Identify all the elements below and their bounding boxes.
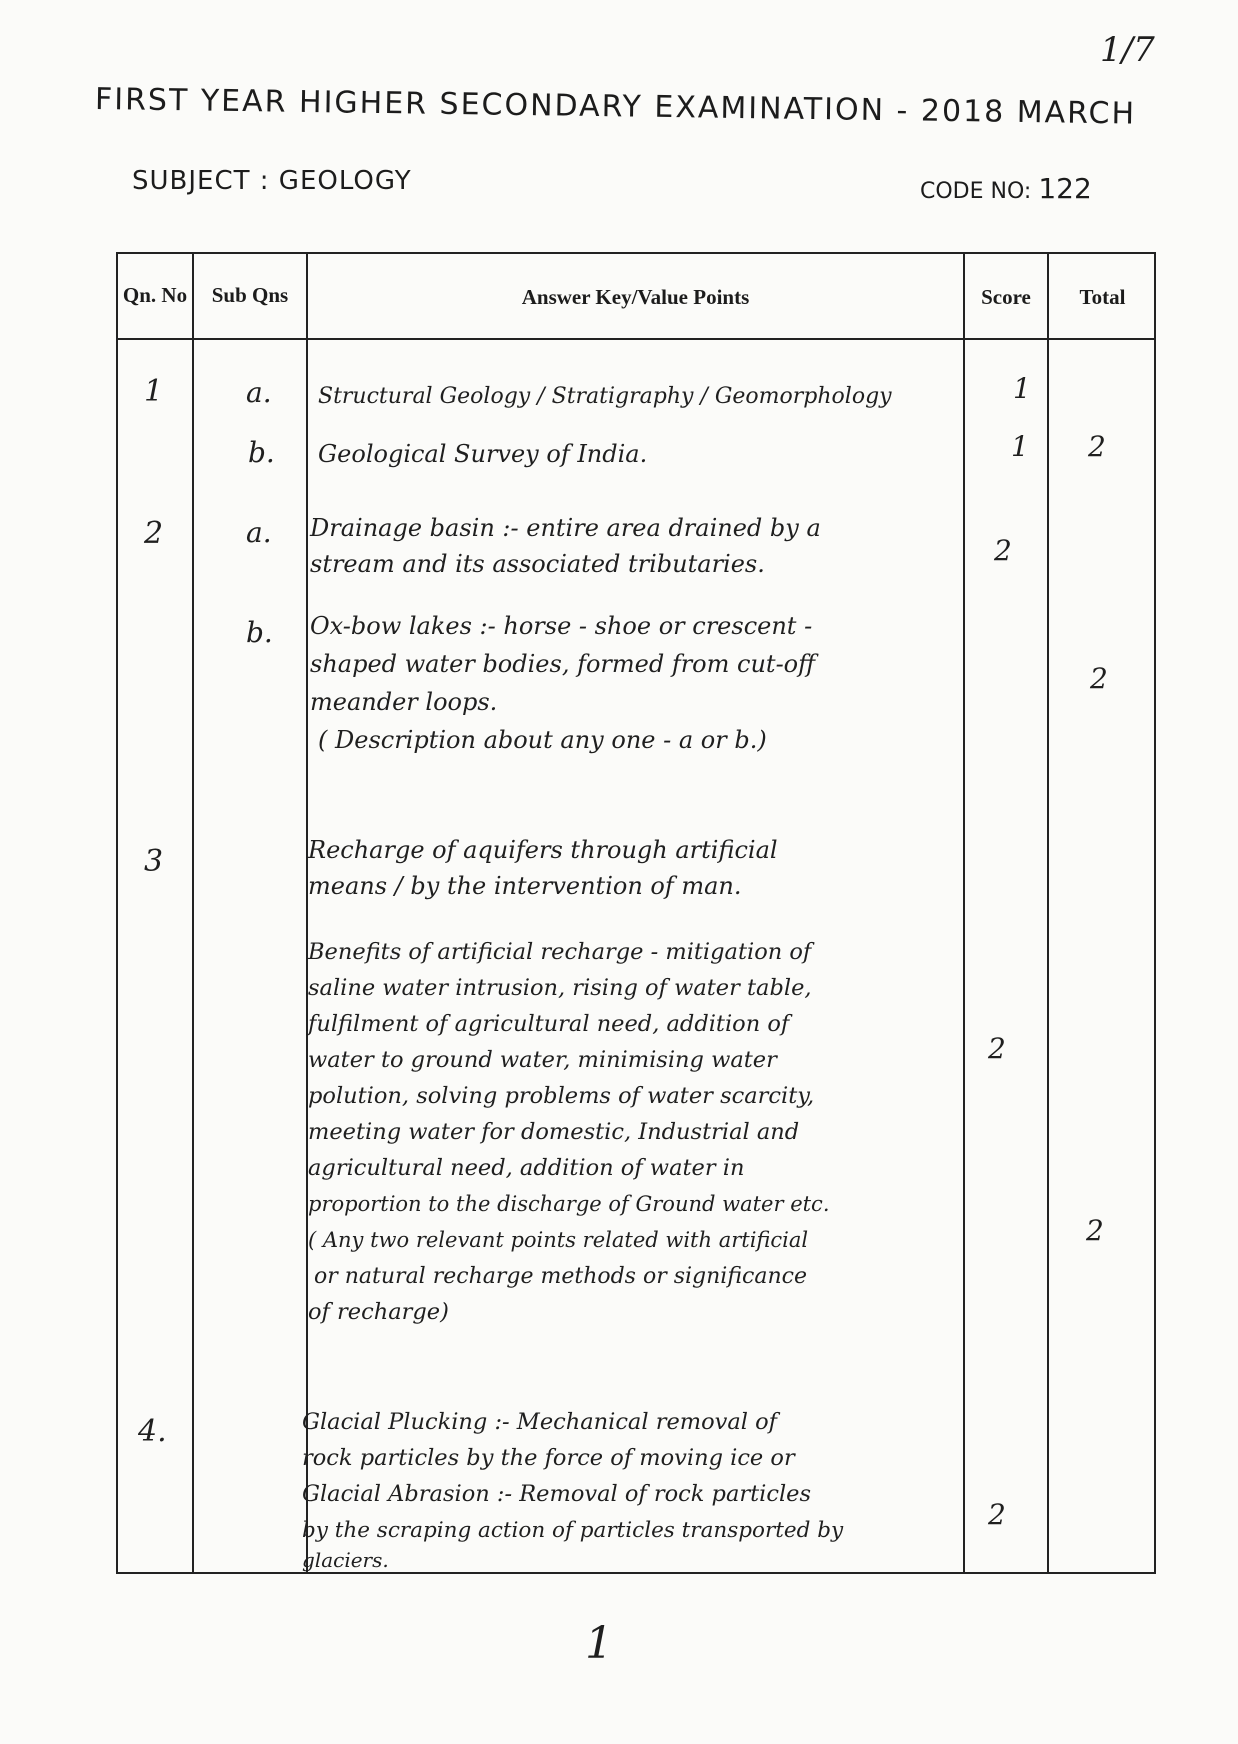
- sub-question: b.: [246, 616, 273, 649]
- answer-line: proportion to the discharge of Ground water etc.: [308, 1192, 830, 1216]
- answer-line: or natural recharge methods or significance: [314, 1264, 807, 1289]
- score-value: 2: [988, 1032, 1006, 1065]
- code-label: CODE NO:: [920, 179, 1032, 204]
- question-number: 1: [144, 374, 164, 409]
- answer-line: polution, solving problems of water scarcity,: [308, 1083, 815, 1109]
- question-number: 3: [144, 844, 164, 879]
- answer-line: agricultural need, addition of water in: [308, 1155, 745, 1181]
- column-divider: [306, 254, 308, 1572]
- question-number: 4.: [138, 1414, 167, 1449]
- page-marker: 1/7: [1100, 30, 1155, 70]
- answer-line: of recharge): [308, 1299, 449, 1325]
- sub-question: a.: [246, 376, 272, 409]
- answer-line: rock particles by the force of moving ice or: [302, 1445, 795, 1471]
- answer-line: by the scraping action of particles transported by: [302, 1518, 844, 1543]
- exam-title: FIRST YEAR HIGHER SECONDARY EXAMINATION - 2018 MARCH: [94, 82, 1137, 132]
- page-number: 1: [585, 1618, 613, 1669]
- answer-line: meeting water for domestic, Industrial and: [308, 1119, 800, 1145]
- score-value: 1: [1011, 430, 1029, 463]
- score-value: 2: [994, 534, 1012, 567]
- answer-line: Glacial Plucking :- Mechanical removal of: [302, 1409, 777, 1435]
- column-divider: [963, 254, 965, 1572]
- answer-line: glaciers.: [302, 1548, 389, 1572]
- answer-line: Drainage basin :- entire area drained by a: [310, 514, 821, 542]
- col-header-answer: Answer Key/Value Points: [521, 285, 750, 309]
- answer-line: ( Any two relevant points related with artificial: [308, 1228, 809, 1252]
- answer-key-table: [116, 252, 1156, 1574]
- col-header-score: Score: [981, 285, 1031, 309]
- score-value: 2: [988, 1498, 1006, 1531]
- answer-line: shaped water bodies, formed from cut-off: [310, 650, 816, 678]
- answer-line: meander loops.: [310, 688, 498, 716]
- col-header-sub: Sub Qns: [211, 283, 289, 307]
- col-header-qn: Qn. No: [122, 283, 188, 307]
- answer-line: Recharge of aquifers through artificial: [308, 836, 778, 864]
- column-divider: [192, 254, 194, 1572]
- answer-line: Benefits of artificial recharge - mitigation of: [308, 939, 812, 965]
- sub-question: a.: [246, 516, 272, 549]
- code-value: 122: [1038, 172, 1092, 205]
- header-divider: [118, 338, 1154, 340]
- answer-line: saline water intrusion, rising of water table,: [308, 975, 812, 1001]
- score-value: 1: [1013, 372, 1031, 405]
- question-number: 2: [144, 516, 164, 551]
- column-divider: [1047, 254, 1049, 1572]
- subject-line: SUBJECT : GEOLOGY: [132, 166, 412, 196]
- total-value: 2: [1086, 1214, 1104, 1247]
- total-value: 2: [1090, 662, 1108, 695]
- answer-line: fulfilment of agricultural need, addition of: [308, 1011, 790, 1037]
- code-line: [920, 172, 1092, 205]
- answer-line: water to ground water, minimising water: [308, 1047, 777, 1073]
- answer-line: means / by the intervention of man.: [308, 872, 742, 900]
- total-value: 2: [1088, 430, 1106, 463]
- answer-line: Ox-bow lakes :- horse - shoe or crescent -: [310, 612, 813, 640]
- answer-line: Glacial Abrasion :- Removal of rock particles: [302, 1481, 812, 1507]
- answer-text: Structural Geology / Stratigraphy / Geomorphology: [318, 384, 892, 409]
- answer-line: ( Description about any one - a or b.): [318, 726, 767, 754]
- sub-question: b.: [248, 436, 275, 469]
- answer-line: stream and its associated tributaries.: [310, 550, 765, 578]
- answer-text: Geological Survey of India.: [318, 440, 648, 468]
- col-header-total: Total: [1079, 285, 1126, 309]
